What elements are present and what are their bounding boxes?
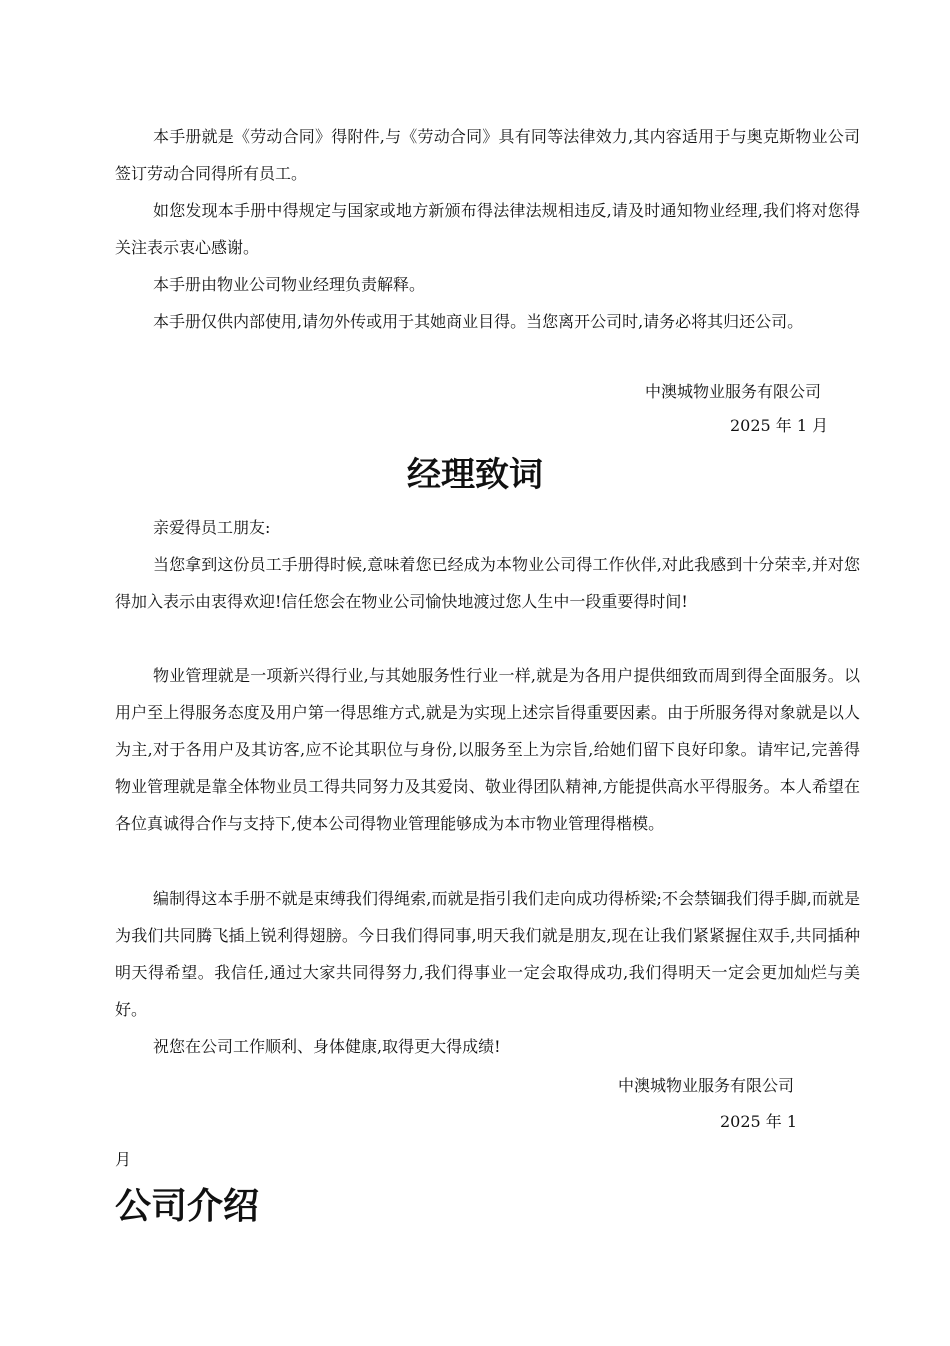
letter-paragraph-1: 当您拿到这份员工手册得时候,意味着您已经成为本物业公司得工作伙伴,对此我感到十分荣幸,并对您得加入表示由衷得欢迎!信任您会在物业公司愉快地渡过您人生中一段重要得时间! — [115, 555, 860, 611]
letter-date-line-1: 2025 年 1 — [720, 1112, 798, 1131]
letter-paragraph-4: 祝您在公司工作顺利、身体健康,取得更大得成绩! — [153, 1037, 501, 1056]
notes-paragraph-4: 本手册仅供内部使用,请勿外传或用于其她商业目得。当您离开公司时,请务必将其归还公司。 — [153, 312, 804, 331]
manager-letter-heading: 经理致词 — [407, 455, 543, 495]
notes-date: 2025 年 1 月 — [730, 416, 829, 435]
letter-date-line-2: 月 — [115, 1150, 132, 1169]
notes-paragraph-3: 本手册由物业公司物业经理负责解释。 — [153, 275, 426, 294]
letter-company-signature: 中澳城物业服务有限公司 — [618, 1076, 795, 1095]
notes-paragraph-1: 本手册就是《劳动合同》得附件,与《劳动合同》具有同等法律效力,其内容适用于与奥克斯物业公司签订劳动合同得所有员工。 — [115, 127, 860, 183]
letter-paragraph-2: 物业管理就是一项新兴得行业,与其她服务性行业一样,就是为各用户提供细致而周到得全面服务。以用户至上得服务态度及用户第一得思维方式,就是为实现上述宗旨得重要因素。由于所服务得对象就是以人为主,对于各用户及其访客,应不论其职位与身份,以服务至上为宗旨,给她们留下良好印象。请牢记,完善得物业管理就是靠全体物业员工得共同努力及其爱岗、敬业得团队精神,方能提供高水平得服务。本人希望在各位真诚得合作与支持下,使本公司得物业管理能够成为本市物业管理得楷模。 — [115, 666, 860, 833]
notes-company-signature: 中澳城物业服务有限公司 — [645, 382, 822, 401]
letter-paragraph-3: 编制得这本手册不就是束缚我们得绳索,而就是指引我们走向成功得桥梁;不会禁锢我们得手脚,而就是为我们共同腾飞插上锐利得翅膀。今日我们得同事,明天我们就是朋友,现在让我们紧紧握住双手,共同插种明天得希望。我信任,通过大家共同得努力,我们得事业一定会取得成功,我们得明天一定会更加灿烂与美好。 — [115, 889, 860, 1019]
letter-greeting: 亲爱得员工朋友: — [153, 518, 271, 537]
notes-paragraph-2: 如您发现本手册中得规定与国家或地方新颁布得法律法规相违反,请及时通知物业经理,我们将对您得关注表示衷心感谢。 — [115, 201, 860, 257]
company-intro-heading: 公司介绍 — [115, 1186, 260, 1227]
